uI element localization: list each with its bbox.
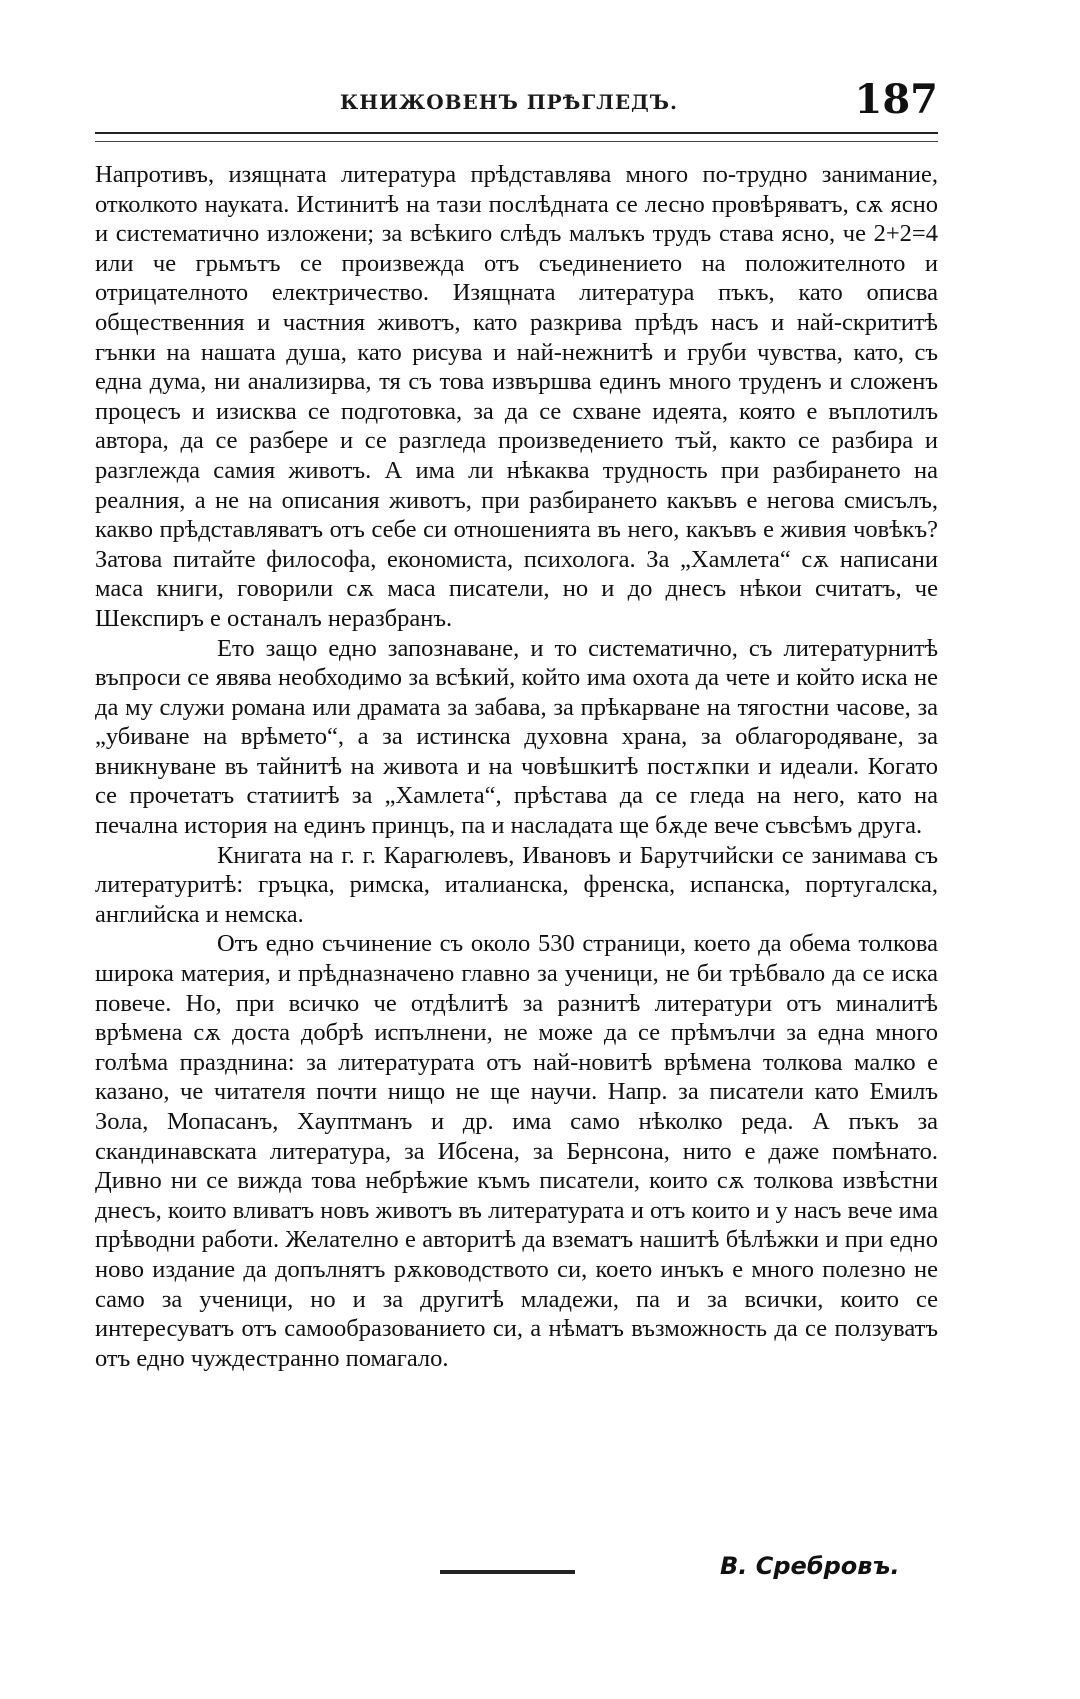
running-header — [95, 78, 938, 126]
author-signature: В. Сребровъ. — [720, 1552, 900, 1580]
article-footer — [95, 1548, 938, 1588]
running-title: КНИЖОВЕНЪ ПРѢГЛЕДЪ. — [340, 90, 678, 114]
paragraph-1: Напротивъ, изящната литература прѣдставлява много по-трудно занимание, отколкото науката. Истинитѣ на тази послѣдната се лесно провѣряватъ, сѫ ясно и систематично изложени; за всѣкиго слѣдъ малъкъ трудъ става ясно, че 2+2=4 или че грьмътъ се произвежда отъ съединението на положителното и отрицателното електричество. Изящната литература пъкъ, като описва общественния и частния животъ, като разкрива прѣдъ насъ и най-скрититѣ гънки на нашата душа, като рисува и най-нежнитѣ и груби чувства, като, съ една дума, ни анализирва, тя съ това извършва единъ много труденъ и сложенъ процесъ и изисква се подготовка, за да се схване идеята, която е въплотилъ автора, да се разбере и се разгледа произведението тъй, както се разбира и разглежда самия животъ. А има ли нѣкаква трудность при разбирането на реалния, а не на описания животъ, при разбирането какъвъ е негова смисълъ, какво прѣдставляватъ отъ себе си отношенията въ него, какъвъ е живия човѣкъ? Затова питайте философа, економиста, психолога. За „Хамлета“ сѫ написани маса книги, говорили сѫ маса писатели, но и до днесъ нѣкои считатъ, че Шекспиръ е останалъ неразбранъ. — [95, 161, 938, 632]
article-body — [95, 160, 938, 1373]
header-divider — [95, 132, 938, 142]
page-number: 187 — [854, 76, 938, 123]
end-divider — [440, 1570, 575, 1574]
paragraph-3: Книгата на г. г. Карагюлевъ, Ивановъ и Барутчийски се занимава съ литературитѣ: гръцка, римска, италианска, френска, испанска, португалска, английска и немска. — [95, 841, 938, 928]
paragraph-2: Ето защо едно запознаване, и то систематично, съ литературнитѣ въпроси се явява необходимо за всѣкий, който има охота да чете и който иска не да му служи романа или драмата за забава, за прѣкарване на тягостни часове, за „убиване на врѣмето“, а за истинска духовна храна, за облагородяване, за вникнуване въ тайнитѣ на живота и на човѣшкитѣ постѫпки и идеали. Когато се прочетатъ статиитѣ за „Хамлета“, прѣстава да се гледа на него, като на печална история на единъ принцъ, па и насладата ще бѫде вече съвсѣмъ друга. — [95, 634, 938, 840]
paragraph-4: Отъ едно съчинение съ около 530 страници, което да обема толкова широка материя, и прѣдназначено главно за ученици, не би трѣбвало да се иска повече. Но, при всичко че отдѣлитѣ за разнитѣ литератури отъ миналитѣ врѣмена сѫ доста добрѣ испълнени, не може да се прѣмълчи за една много голѣма празднина: за литературата отъ най-новитѣ врѣмена толкова малко е казано, че читателя почти нищо не ще научи. Напр. за писатели като Емилъ Зола, Мопасанъ, Хауптманъ и др. има само нѣколко реда. А пъкъ за скандинавската литература, за Ибсена, за Бернсона, нито е даже помѣнато. Дивно ни се вижда това небрѣжие къмъ писатели, които сѫ толкова извѣстни днесъ, които вливатъ новъ животъ въ литературата и отъ които и у насъ вече има прѣводни работи. Желателно е авторитѣ да взематъ нашитѣ бѣлѣжки и при едно ново издание да допълнятъ рѫководството си, което инъкъ е много полезно не само за ученици, но и за другитѣ младежи, па и за всички, които се интересуватъ отъ самообразованието си, а нѣматъ възможность да се ползуватъ отъ едно чуждестранно помагало. — [95, 930, 938, 1372]
